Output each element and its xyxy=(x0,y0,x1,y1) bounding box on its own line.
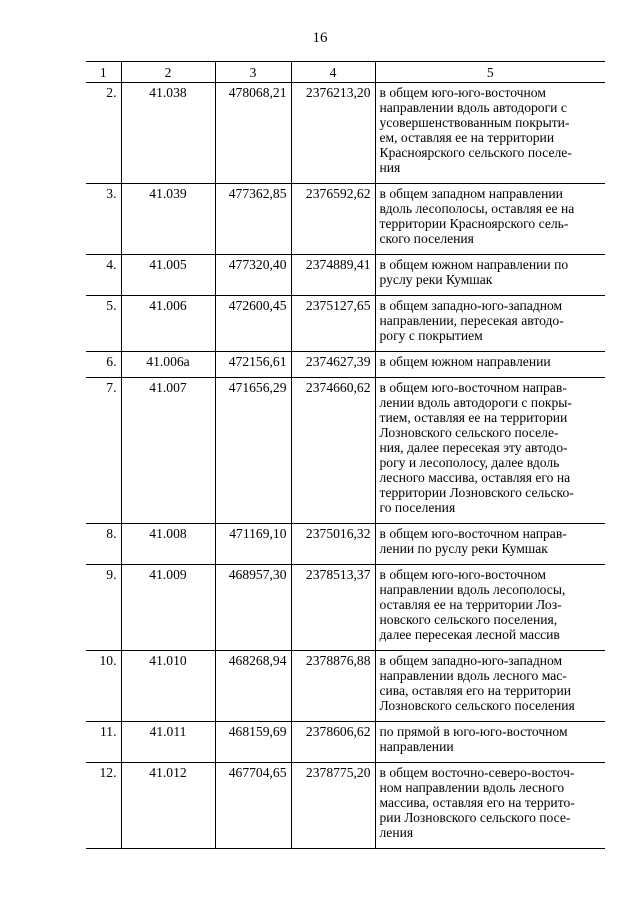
x-coordinate-cell: 471656,29 xyxy=(215,378,291,524)
x-coordinate-cell: 468957,30 xyxy=(215,565,291,651)
description-line: усовершенствованным покрыти- xyxy=(379,115,570,130)
row-number-cell: 8. xyxy=(86,524,121,565)
y-coordinate-cell: 2378876,88 xyxy=(291,651,375,722)
table-row xyxy=(86,524,605,565)
point-code-cell: 41.007 xyxy=(121,378,215,524)
column-header: 1 xyxy=(86,62,121,83)
row-number-cell: 5. xyxy=(86,296,121,352)
description-line: рии Лозновского сельского посе- xyxy=(379,810,571,825)
description-line: в общем юго-юго-восточном xyxy=(379,85,546,100)
y-coordinate-cell: 2376592,62 xyxy=(291,184,375,255)
table-row xyxy=(86,722,605,763)
y-coordinate-cell: 2375016,32 xyxy=(291,524,375,565)
point-code-cell: 41.006 xyxy=(121,296,215,352)
y-coordinate-cell: 2378513,37 xyxy=(291,565,375,651)
boundary-description-cell xyxy=(375,722,605,763)
table-row xyxy=(86,184,605,255)
description-line: в общем юго-восточном направ- xyxy=(379,380,567,395)
y-coordinate-cell: 2374627,39 xyxy=(291,352,375,378)
boundary-description-cell xyxy=(375,184,605,255)
description-line: го поселения xyxy=(379,500,456,515)
description-line: новского сельского поселения, xyxy=(379,612,558,627)
x-coordinate-cell: 467704,65 xyxy=(215,763,291,849)
description-line: в общем южном направлении по xyxy=(379,257,569,272)
x-coordinate-cell: 468268,94 xyxy=(215,651,291,722)
description-line: ном направлении вдоль лесного xyxy=(379,780,565,795)
column-header: 2 xyxy=(121,62,215,83)
row-number-cell: 4. xyxy=(86,255,121,296)
point-code-cell: 41.006а xyxy=(121,352,215,378)
boundary-description-cell xyxy=(375,352,605,378)
description-line: в общем западном направлении xyxy=(379,186,563,201)
description-line: лении вдоль автодороги с покры- xyxy=(379,395,572,410)
boundary-description-cell xyxy=(375,378,605,524)
boundary-description-cell xyxy=(375,296,605,352)
point-code-cell: 41.008 xyxy=(121,524,215,565)
point-code-cell: 41.039 xyxy=(121,184,215,255)
description-line: в общем юго-юго-восточном xyxy=(379,567,546,582)
table-row xyxy=(86,651,605,722)
description-line: по прямой в юго-юго-восточном xyxy=(379,724,568,739)
point-code-cell: 41.038 xyxy=(121,83,215,184)
description-line: тием, оставляя ее на территории xyxy=(379,410,568,425)
point-code-cell: 41.005 xyxy=(121,255,215,296)
description-line: направлении, пересекая автодо- xyxy=(379,313,564,328)
table-row xyxy=(86,255,605,296)
column-header: 3 xyxy=(215,62,291,83)
table-row xyxy=(86,83,605,184)
x-coordinate-cell: 478068,21 xyxy=(215,83,291,184)
boundary-description-cell xyxy=(375,763,605,849)
boundary-description-table xyxy=(86,61,605,849)
boundary-description-cell xyxy=(375,83,605,184)
x-coordinate-cell: 472600,45 xyxy=(215,296,291,352)
boundary-description-cell xyxy=(375,255,605,296)
y-coordinate-cell: 2376213,20 xyxy=(291,83,375,184)
y-coordinate-cell: 2375127,65 xyxy=(291,296,375,352)
table-row xyxy=(86,763,605,849)
row-number-cell: 9. xyxy=(86,565,121,651)
description-line: направлении вдоль автодороги с xyxy=(379,100,567,115)
row-number-cell: 11. xyxy=(86,722,121,763)
row-number-cell: 6. xyxy=(86,352,121,378)
description-line: в общем южном направлении xyxy=(379,354,551,369)
y-coordinate-cell: 2374889,41 xyxy=(291,255,375,296)
x-coordinate-cell: 477362,85 xyxy=(215,184,291,255)
boundary-description-cell xyxy=(375,565,605,651)
row-number-cell: 2. xyxy=(86,83,121,184)
description-line: далее пересекая лесной массив xyxy=(379,627,560,642)
description-line: в общем юго-восточном направ- xyxy=(379,526,567,541)
point-code-cell: 41.012 xyxy=(121,763,215,849)
description-line: массива, оставляя его на террито- xyxy=(379,795,575,810)
description-line: в общем западно-юго-западном xyxy=(379,653,563,668)
description-line: рогу с покрытием xyxy=(379,328,483,343)
description-line: ления xyxy=(379,825,414,840)
description-line: вдоль лесополосы, оставляя ее на xyxy=(379,201,575,216)
x-coordinate-cell: 477320,40 xyxy=(215,255,291,296)
description-line: оставляя ее на территории Лоз- xyxy=(379,597,562,612)
table-row xyxy=(86,378,605,524)
table-header-row xyxy=(86,62,605,83)
description-line: Лозновского сельского поселения xyxy=(379,698,575,713)
boundary-description-cell xyxy=(375,651,605,722)
x-coordinate-cell: 468159,69 xyxy=(215,722,291,763)
row-number-cell: 10. xyxy=(86,651,121,722)
table-row xyxy=(86,352,605,378)
description-line: территории Лозновского сельско- xyxy=(379,485,574,500)
description-line: ния xyxy=(379,160,401,175)
table-row xyxy=(86,296,605,352)
row-number-cell: 7. xyxy=(86,378,121,524)
description-line: рогу и лесополосу, далее вдоль xyxy=(379,455,560,470)
description-line: направлении вдоль лесного мас- xyxy=(379,668,567,683)
description-line: в общем восточно-северо-восточ- xyxy=(379,765,575,780)
description-line: территории Красноярского сель- xyxy=(379,216,569,231)
row-number-cell: 12. xyxy=(86,763,121,849)
boundary-description-cell xyxy=(375,524,605,565)
description-line: сива, оставляя его на территории xyxy=(379,683,572,698)
page-number: 16 xyxy=(312,30,328,46)
description-line: лении по руслу реки Кумшак xyxy=(379,541,548,556)
column-header: 5 xyxy=(375,62,605,83)
point-code-cell: 41.011 xyxy=(121,722,215,763)
description-line: ского поселения xyxy=(379,231,474,246)
x-coordinate-cell: 471169,10 xyxy=(215,524,291,565)
description-line: ем, оставляя ее на территории xyxy=(379,130,555,145)
description-line: направлении xyxy=(379,739,454,754)
y-coordinate-cell: 2374660,62 xyxy=(291,378,375,524)
description-line: Лозновского сельского поселе- xyxy=(379,425,559,440)
description-line: Красноярского сельского поселе- xyxy=(379,145,572,160)
x-coordinate-cell: 472156,61 xyxy=(215,352,291,378)
description-line: ния, далее пересекая эту автодо- xyxy=(379,440,568,455)
y-coordinate-cell: 2378606,62 xyxy=(291,722,375,763)
column-header: 4 xyxy=(291,62,375,83)
table-row xyxy=(86,565,605,651)
point-code-cell: 41.009 xyxy=(121,565,215,651)
description-line: руслу реки Кумшак xyxy=(379,272,493,287)
row-number-cell: 3. xyxy=(86,184,121,255)
description-line: направлении вдоль лесополосы, xyxy=(379,582,566,597)
y-coordinate-cell: 2378775,20 xyxy=(291,763,375,849)
description-line: лесного массива, оставляя его на xyxy=(379,470,571,485)
description-line: в общем западно-юго-западном xyxy=(379,298,563,313)
point-code-cell: 41.010 xyxy=(121,651,215,722)
